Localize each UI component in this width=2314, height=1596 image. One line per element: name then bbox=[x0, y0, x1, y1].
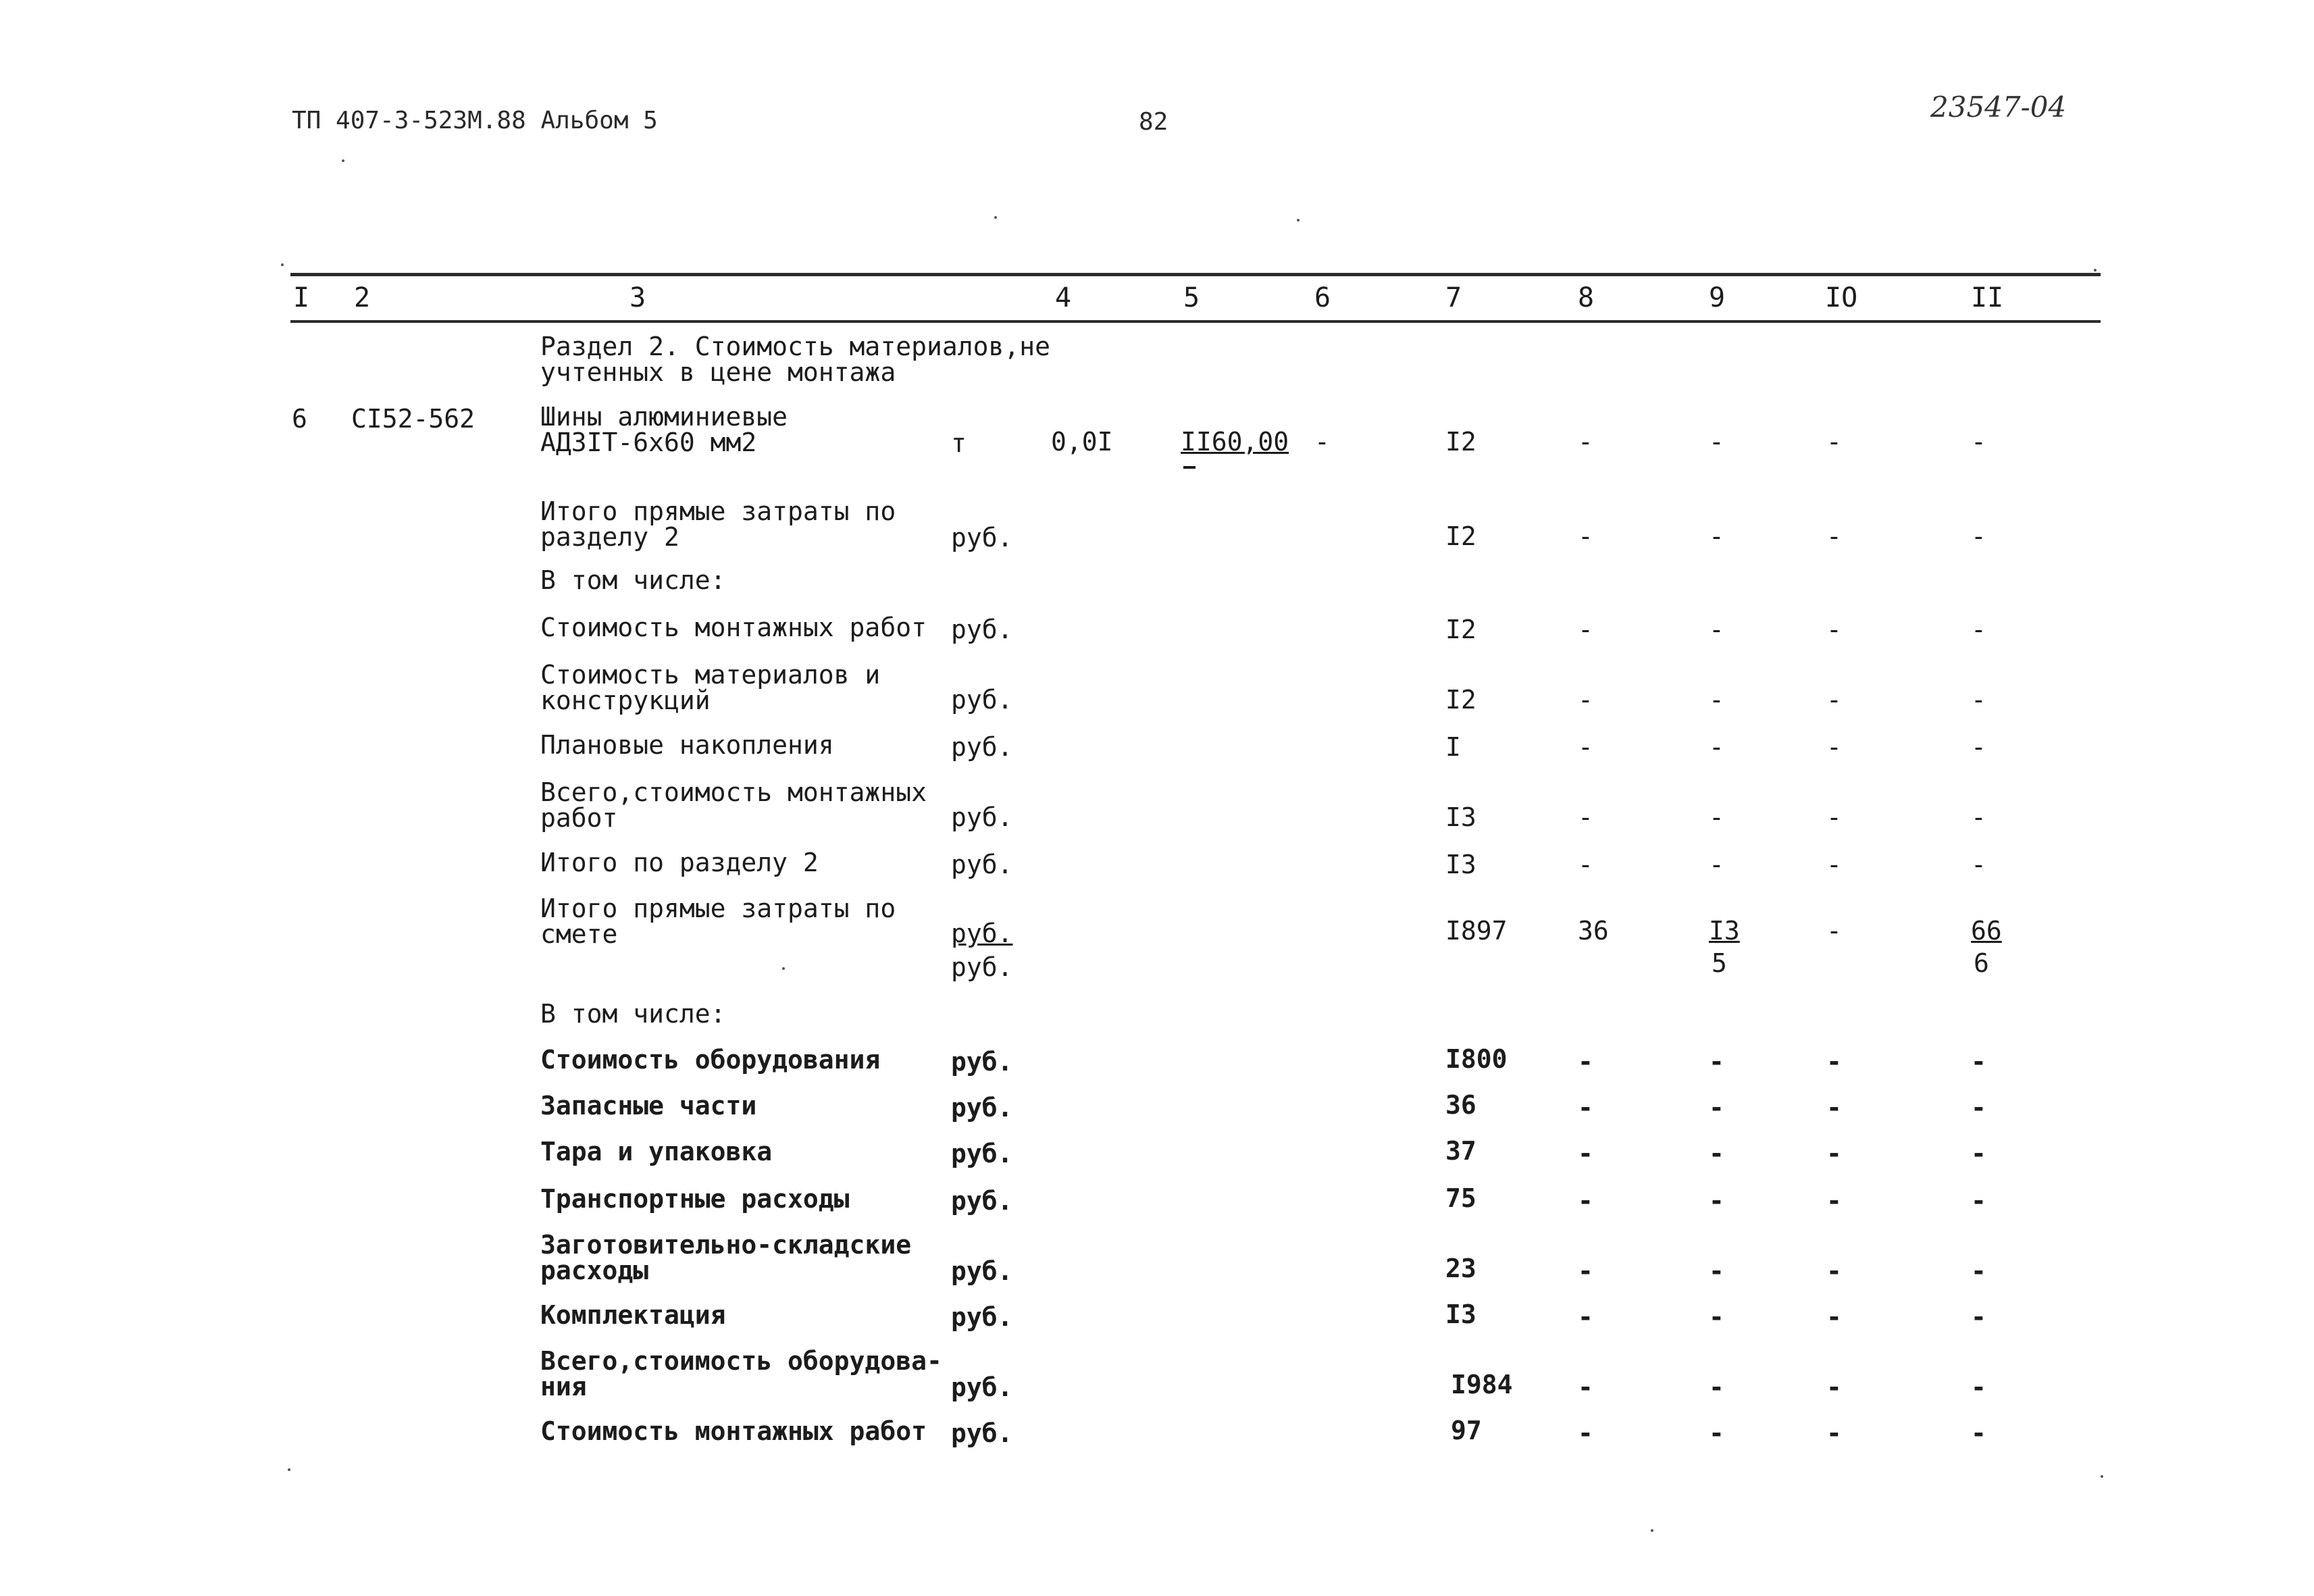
unit: руб. bbox=[951, 802, 1013, 832]
col-header-9: 9 bbox=[1709, 282, 1726, 313]
col11-value: - bbox=[1971, 802, 1986, 832]
unit: руб. bbox=[951, 1139, 1013, 1168]
col8-value: - bbox=[1578, 732, 1593, 762]
item-name: Тара и упаковка bbox=[540, 1137, 773, 1166]
col-header-1: I bbox=[293, 282, 310, 313]
col8-value: - bbox=[1578, 685, 1593, 715]
col11-value: 66 bbox=[1971, 916, 2002, 946]
col11-value: - bbox=[1971, 1047, 1986, 1077]
col8-value: - bbox=[1578, 427, 1593, 457]
col11-value: - bbox=[1971, 1139, 1986, 1168]
total-value: 37 bbox=[1445, 1136, 1476, 1166]
unit: т bbox=[951, 428, 967, 458]
col9-value: - bbox=[1709, 1047, 1724, 1077]
item-name: Всего,стоимость монтажных работ bbox=[540, 777, 927, 833]
total-value: I bbox=[1445, 732, 1461, 762]
col9-value: - bbox=[1709, 850, 1724, 879]
handwritten-stamp-number: 23547-04 bbox=[1930, 91, 2067, 124]
total-value: I2 bbox=[1445, 521, 1476, 551]
quantity: 0,0I bbox=[1051, 427, 1113, 457]
col10-value: - bbox=[1826, 685, 1842, 715]
total-value: 97 bbox=[1451, 1416, 1482, 1445]
scan-speck bbox=[994, 216, 997, 219]
col8-value: - bbox=[1578, 521, 1593, 551]
item-name: Шины алюминиевые АДЗIТ-6х60 мм2 bbox=[540, 402, 788, 457]
col9-value: - bbox=[1709, 1139, 1724, 1168]
total-value: I2 bbox=[1445, 685, 1476, 715]
dash-mark bbox=[1183, 466, 1195, 469]
unit-price: II60,00 bbox=[1181, 427, 1289, 457]
col6-value: - bbox=[1314, 427, 1330, 457]
col9-value: - bbox=[1709, 1302, 1724, 1332]
col10-value: - bbox=[1826, 1186, 1842, 1216]
col11-second-value: 6 bbox=[1974, 948, 1989, 978]
item-name: Запасные части bbox=[540, 1091, 757, 1121]
col10-value: - bbox=[1826, 1139, 1842, 1168]
col-header-8: 8 bbox=[1578, 282, 1595, 313]
col9-value: - bbox=[1709, 685, 1724, 715]
unit-second-line: руб. bbox=[951, 952, 1013, 982]
col10-value: - bbox=[1826, 732, 1842, 762]
total-value: I3 bbox=[1445, 1299, 1476, 1329]
item-name: Всего,стоимость оборудова- ния bbox=[540, 1346, 942, 1401]
col9-value: I3 bbox=[1709, 916, 1740, 946]
col10-value: - bbox=[1826, 1256, 1842, 1286]
unit: руб. bbox=[951, 1093, 1013, 1123]
item-name: Стоимость монтажных работ bbox=[540, 613, 927, 642]
unit: руб. bbox=[951, 919, 1013, 948]
unit: руб. bbox=[951, 615, 1013, 644]
col9-value: - bbox=[1709, 521, 1724, 551]
scan-speck bbox=[2094, 269, 2097, 272]
subtotal-label: В том числе: bbox=[540, 565, 726, 595]
total-value: I3 bbox=[1445, 802, 1476, 832]
col8-value: - bbox=[1578, 850, 1593, 879]
col11-value: - bbox=[1971, 1372, 1986, 1402]
col-header-11: II bbox=[1971, 282, 2004, 313]
col10-value: - bbox=[1826, 802, 1842, 832]
col11-value: - bbox=[1971, 1186, 1986, 1216]
scan-speck bbox=[782, 967, 785, 970]
col8-value: - bbox=[1578, 1093, 1593, 1123]
total-value: I2 bbox=[1445, 427, 1476, 457]
col8-value: - bbox=[1578, 1256, 1593, 1286]
table-header-rule bbox=[290, 320, 2101, 323]
col11-value: - bbox=[1971, 615, 1986, 644]
total-value: 36 bbox=[1445, 1090, 1476, 1120]
col10-value: - bbox=[1826, 1418, 1842, 1448]
col9-value: - bbox=[1709, 1372, 1724, 1402]
col9-value: - bbox=[1709, 1418, 1724, 1448]
col-header-3: 3 bbox=[629, 282, 646, 313]
col8-value: - bbox=[1578, 1372, 1593, 1402]
col11-value: - bbox=[1971, 732, 1986, 762]
col10-value: - bbox=[1826, 850, 1842, 879]
item-name: Комплектация bbox=[540, 1300, 726, 1330]
scan-speck bbox=[1651, 1529, 1653, 1532]
col8-value: - bbox=[1578, 1418, 1593, 1448]
item-name: Стоимость оборудования bbox=[540, 1045, 881, 1075]
total-value: I897 bbox=[1445, 916, 1508, 946]
row-number: 6 bbox=[292, 404, 307, 434]
subtotal-label: В том числе: bbox=[540, 999, 726, 1029]
col8-value: 36 bbox=[1578, 916, 1609, 946]
total-value: 75 bbox=[1445, 1183, 1476, 1213]
col-header-10: IO bbox=[1825, 282, 1858, 313]
col11-value: - bbox=[1971, 1302, 1986, 1332]
unit: руб. bbox=[951, 850, 1013, 879]
col10-value: - bbox=[1826, 615, 1842, 644]
col11-value: - bbox=[1971, 1256, 1986, 1286]
col10-value: - bbox=[1826, 1093, 1842, 1123]
scan-speck bbox=[281, 263, 284, 266]
item-name: Итого прямые затраты по разделу 2 bbox=[540, 496, 896, 552]
item-name: Стоимость материалов и конструкций bbox=[540, 660, 881, 715]
unit: руб. bbox=[951, 1186, 1013, 1216]
col8-value: - bbox=[1578, 615, 1593, 644]
unit: руб. bbox=[951, 1372, 1013, 1402]
section-title: Раздел 2. Стоимость материалов,не учтенных в цене монтажа bbox=[540, 332, 1050, 387]
col8-value: - bbox=[1578, 1186, 1593, 1216]
scan-speck bbox=[342, 159, 344, 162]
unit: руб. bbox=[951, 1047, 1013, 1077]
price-code: CI52-562 bbox=[351, 404, 475, 434]
col11-value: - bbox=[1971, 427, 1986, 457]
col11-value: - bbox=[1971, 850, 1986, 879]
col9-value: - bbox=[1709, 1093, 1724, 1123]
table-top-rule bbox=[290, 273, 2101, 276]
scan-speck bbox=[2101, 1475, 2103, 1478]
scan-speck bbox=[1297, 219, 1300, 222]
col9-second-value: 5 bbox=[1712, 948, 1727, 978]
page-number: 82 bbox=[1139, 108, 1168, 136]
item-name: Плановые накопления bbox=[540, 730, 834, 760]
col8-value: - bbox=[1578, 1139, 1593, 1168]
col8-value: - bbox=[1578, 1047, 1593, 1077]
col10-value: - bbox=[1826, 521, 1842, 551]
col-header-4: 4 bbox=[1055, 282, 1072, 313]
col9-value: - bbox=[1709, 802, 1724, 832]
col10-value: - bbox=[1826, 1047, 1842, 1077]
col9-value: - bbox=[1709, 1186, 1724, 1216]
item-name: Стоимость монтажных работ bbox=[540, 1416, 927, 1446]
total-value: 23 bbox=[1445, 1254, 1476, 1283]
item-name: Заготовительно-складские расходы bbox=[540, 1230, 912, 1285]
col-header-5: 5 bbox=[1183, 282, 1200, 313]
col9-value: - bbox=[1709, 615, 1724, 644]
unit: руб. bbox=[951, 523, 1013, 552]
col-header-7: 7 bbox=[1445, 282, 1462, 313]
total-value: I2 bbox=[1445, 615, 1476, 644]
col11-value: - bbox=[1971, 685, 1986, 715]
col10-value: - bbox=[1826, 427, 1842, 457]
total-value: I984 bbox=[1451, 1370, 1513, 1399]
unit: руб. bbox=[951, 1256, 1013, 1286]
unit: руб. bbox=[951, 685, 1013, 715]
total-value: I800 bbox=[1445, 1044, 1508, 1074]
unit: руб. bbox=[951, 1418, 1013, 1448]
item-name: Итого прямые затраты по смете bbox=[540, 894, 896, 949]
col9-value: - bbox=[1709, 1256, 1724, 1286]
col10-value: - bbox=[1826, 1372, 1842, 1402]
col11-value: - bbox=[1971, 1093, 1986, 1123]
unit: руб. bbox=[951, 1302, 1013, 1332]
col10-value: - bbox=[1826, 916, 1842, 946]
scan-speck bbox=[288, 1468, 290, 1471]
col8-value: - bbox=[1578, 802, 1593, 832]
col8-value: - bbox=[1578, 1302, 1593, 1332]
col11-value: - bbox=[1971, 1418, 1986, 1448]
col-header-2: 2 bbox=[354, 282, 371, 313]
col-header-6: 6 bbox=[1314, 282, 1331, 313]
item-name: Итого по разделу 2 bbox=[540, 848, 819, 877]
item-name: Транспортные расходы bbox=[540, 1184, 850, 1214]
col10-value: - bbox=[1826, 1302, 1842, 1332]
document-code: ТП 407-3-523М.88 Альбом 5 bbox=[292, 107, 658, 134]
total-value: I3 bbox=[1445, 850, 1476, 879]
unit: руб. bbox=[951, 732, 1013, 762]
col9-value: - bbox=[1709, 732, 1724, 762]
col11-value: - bbox=[1971, 521, 1986, 551]
col9-value: - bbox=[1709, 427, 1724, 457]
